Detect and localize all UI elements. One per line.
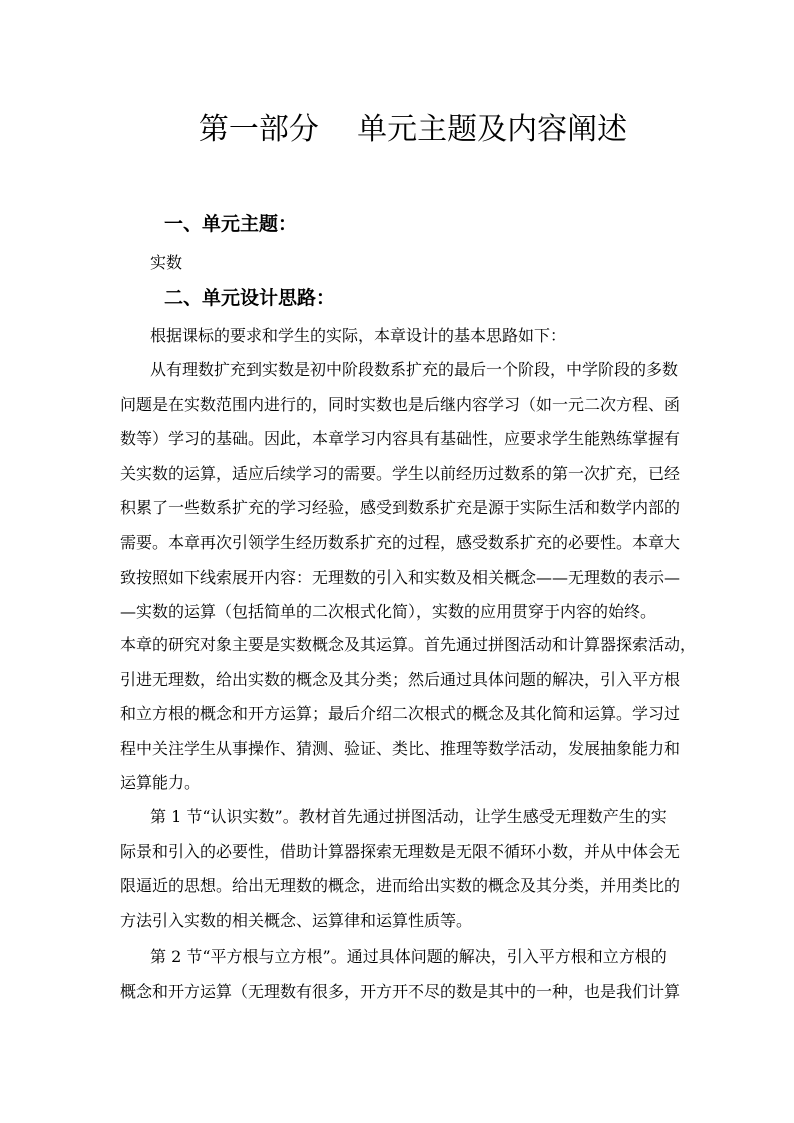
paragraph-research-object	[120, 628, 697, 801]
paragraph-line: 从有理数扩充到实数是初中阶段数系扩充的最后一个阶段，中学阶段的多数	[150, 360, 679, 379]
paragraph-line: 概念和开方运算（无理数有很多，开方开不尽的数是其中的一种，也是我们计算	[120, 981, 681, 1001]
paragraph-line: 第 2 节“平方根与立方根”。通过具体问题的解决，引入平方根和立方根的	[150, 947, 667, 966]
paragraph-line: 运算能力。	[120, 773, 201, 793]
paragraph-line: 第 1 节“认识实数”。教材首先通过拼图活动，让学生感受无理数产生的实	[150, 807, 667, 826]
paragraph-line: 致按照如下线索展开内容：无理数的引入和实数及相关概念——无理数的表示—	[120, 567, 681, 587]
paragraph-line: 引进无理数，给出实数的概念及其分类；然后通过具体问题的解决，引入平方根	[120, 669, 681, 689]
paragraph-line: 积累了一些数系扩充的学习经验，感受到数系扩充是源于实际生活和数学内部的	[120, 498, 681, 518]
paragraph-line: 本章的研究对象主要是实数概念及其运算。首先通过拼图活动和计算器探索活动，	[120, 635, 697, 654]
paragraph-section-2	[120, 940, 681, 1009]
paragraph-line: 程中关注学生从事操作、猜测、验证、类比、推理等数学活动，发展抽象能力和	[120, 738, 681, 758]
paragraph-line: 和立方根的概念和开方运算；最后介绍二次根式的概念及其化简和运算。学习过	[120, 704, 681, 724]
section-heading-unit-theme: 一、单元主题：	[164, 213, 298, 235]
paragraph-number-system-extension	[120, 353, 681, 630]
paragraph-line: 限逼近的思想。给出无理数的概念，进而给出实数的概念及其分类，并用类比的	[120, 876, 681, 896]
design-intro-text: 根据课标的要求和学生的实际，本章设计的基本思路如下：	[150, 326, 567, 345]
paragraph-line: 关实数的运算，适应后续学习的需要。学生以前经历过数系的第一次扩充，已经	[120, 463, 681, 483]
paragraph-line: 需要。本章再次引领学生经历数系扩充的过程，感受数系扩充的必要性。本章大	[120, 532, 681, 552]
paragraph-section-1	[120, 800, 681, 938]
unit-theme-text: 实数	[150, 253, 183, 272]
paragraph-line: 数等）学习的基础。因此，本章学习内容具有基础性，应要求学生能熟练掌握有	[120, 429, 681, 449]
document-title: 第一部分 单元主题及内容阐述	[198, 112, 628, 147]
section-heading-design-ideas: 二、单元设计思路：	[164, 287, 336, 309]
paragraph-line: 问题是在实数范围内进行的，同时实数也是后继内容学习（如一元二次方程、函	[120, 394, 681, 414]
paragraph-line: 方法引入实数的相关概念、运算律和运算性质等。	[120, 910, 473, 930]
paragraph-line: —实数的运算（包括简单的二次根式化简），实数的应用贯穿于内容的始终。	[120, 602, 657, 622]
paragraph-line: 际景和引入的必要性，借助计算器探索无理数是无限不循环小数，并从中体会无	[120, 841, 681, 861]
